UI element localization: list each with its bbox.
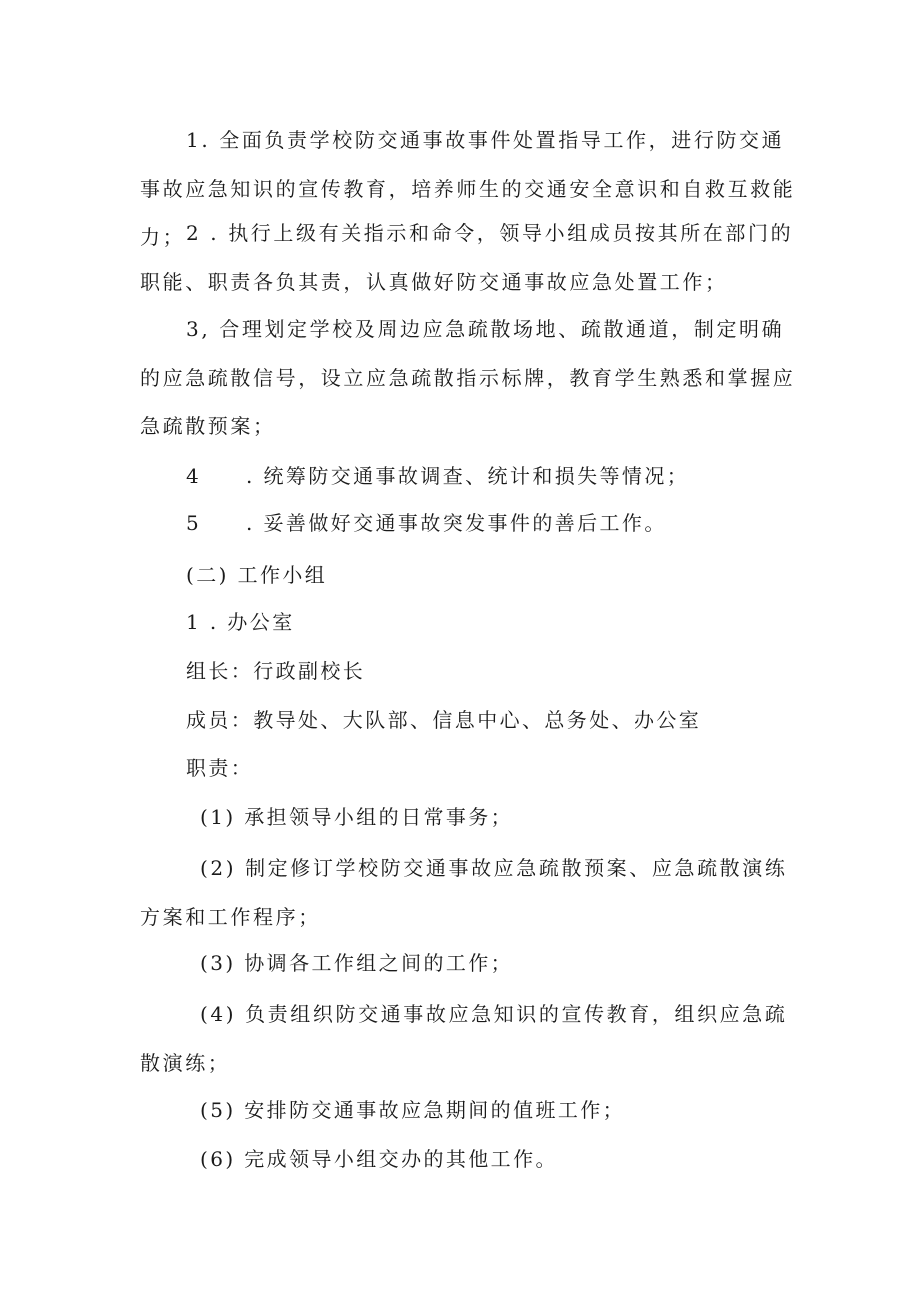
item-number: 4: [186, 464, 202, 488]
duty-item-5: (5) 安排防交通事故应急期间的值班工作；: [200, 1098, 626, 1122]
section-title: (二) 工作小组: [186, 563, 328, 587]
subsection-title: 1 . 办公室: [186, 610, 295, 634]
item-number: 5: [186, 511, 202, 535]
item-text: . 妥善做好交通事故突发事件的善后工作。: [246, 511, 667, 535]
paragraph-1: 1. 全面负责学校防交通事故事件处置指导工作，进行防交通事故应急知识的宣传教育，培养师生的交通安全意识和自救互救能力；: [140, 128, 796, 249]
duty-item-4: (4) 负责组织防交通事故应急知识的宣传教育，组织应急疏散演练；: [140, 1002, 788, 1075]
duty-item-1: (1) 承担领导小组的日常事务；: [200, 805, 514, 829]
duty-item-6: (6) 完成领导小组交办的其他工作。: [200, 1147, 558, 1171]
paragraph-5: [186, 508, 667, 538]
members-line: 成员：教导处、大队部、信息中心、总务处、办公室: [186, 708, 702, 732]
leader-line: 组长：行政副校长: [186, 659, 366, 683]
duty-label: 职责：: [186, 756, 254, 780]
paragraph-4: [186, 461, 689, 491]
duty-item-2: (2) 制定修订学校防交通事故应急疏散预案、应急疏散演练方案和工作程序；: [140, 856, 788, 929]
duty-item-3: (3) 协调各工作组之间的工作；: [200, 951, 514, 975]
item-text: . 统筹防交通事故调查、统计和损失等情况；: [246, 464, 690, 488]
paragraph-3: 3, 合理划定学校及周边应急疏散场地、疏散通道，制定明确的应急疏散信号，设立应急疏散指示标牌，教育学生熟悉和掌握应急疏散预案；: [140, 317, 796, 438]
paragraph-2: 2 . 执行上级有关指示和命令，领导小组成员按其所在部门的职能、职责各负其责，认真做好防交通事故应急处置工作；: [140, 221, 794, 294]
